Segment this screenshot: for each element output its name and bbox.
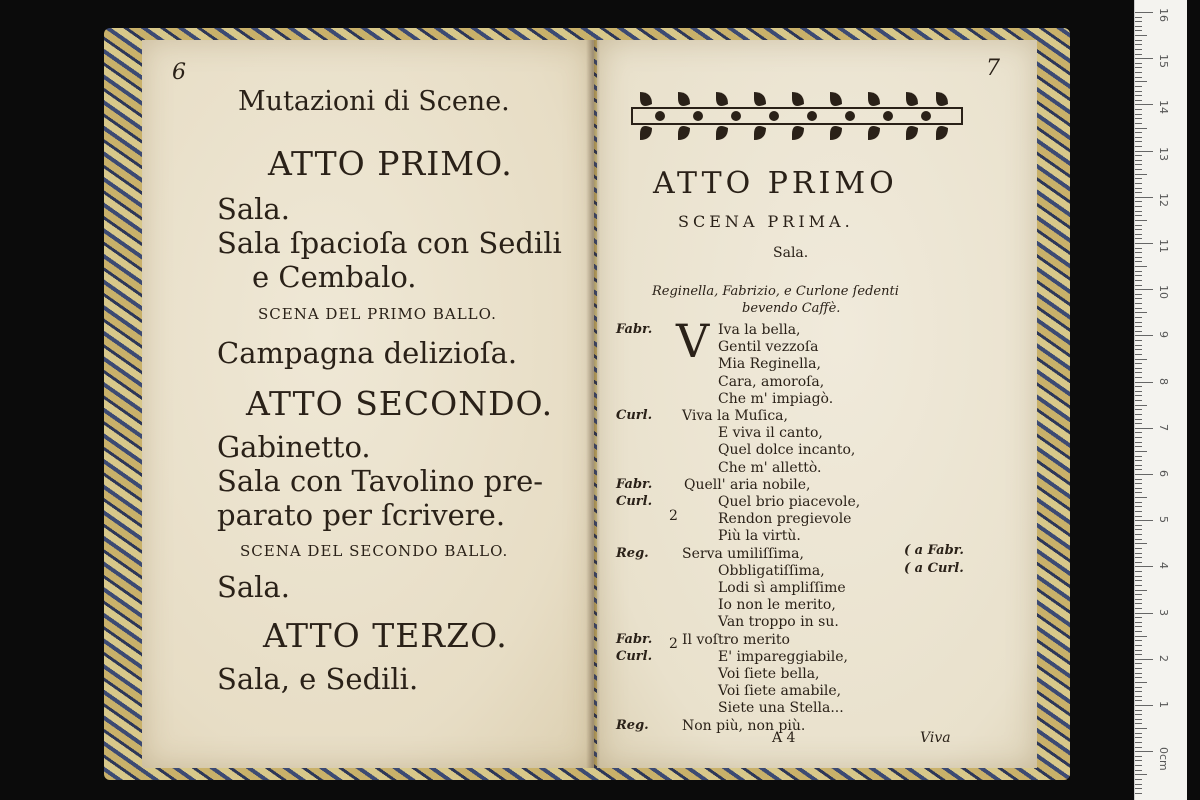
ruler-tick xyxy=(1135,668,1142,669)
speaker-label: Reg. xyxy=(616,717,649,733)
ruler-tick xyxy=(1135,359,1147,360)
ruler-tick xyxy=(1135,756,1142,757)
verse-line: Van troppo in su. xyxy=(718,614,839,631)
ruler-tick xyxy=(1135,174,1147,175)
ruler-tick xyxy=(1135,12,1153,13)
ruler-tick xyxy=(1135,723,1142,724)
ruler-tick xyxy=(1135,164,1142,165)
ruler-tick xyxy=(1135,215,1142,216)
ruler-tick xyxy=(1135,54,1142,55)
verse-line: Serva umiliſſima, xyxy=(682,545,804,562)
ruler-label: 2 xyxy=(1157,654,1170,662)
ruler-tick xyxy=(1135,677,1142,678)
ruler-tick xyxy=(1135,188,1142,189)
speaker-label: Curl. xyxy=(616,408,653,423)
ruler-tick xyxy=(1135,687,1142,688)
catchword: Viva xyxy=(920,730,951,746)
atto-terzo-heading: ATTO TERZO. xyxy=(263,616,508,655)
ruler-tick xyxy=(1135,146,1142,147)
ruler-tick xyxy=(1135,58,1153,59)
ruler-tick xyxy=(1135,428,1153,429)
verse-line: Obbligatiſſima, xyxy=(718,562,825,579)
ruler-tick xyxy=(1135,391,1142,392)
ruler-label: 16 xyxy=(1157,8,1170,22)
scene-setting: Sala. xyxy=(773,245,809,261)
ballo-heading: SCENA DEL SECONDO BALLO. xyxy=(240,542,509,560)
atto-secondo-heading: ATTO SECONDO. xyxy=(246,384,554,423)
ruler-tick xyxy=(1135,386,1142,387)
ruler-tick xyxy=(1135,155,1142,156)
ruler-tick xyxy=(1135,248,1142,249)
verse-line: Che m' impiagò. xyxy=(718,390,834,407)
ruler-tick xyxy=(1135,91,1142,92)
ruler-label: 0cm xyxy=(1157,747,1170,771)
ruler-tick xyxy=(1135,405,1147,406)
verse-line: Cara, amoroſa, xyxy=(718,373,825,390)
ruler-tick xyxy=(1135,779,1142,780)
drop-cap: V xyxy=(676,314,710,368)
ruler-tick xyxy=(1135,225,1142,226)
verse-line: Iva la bella, xyxy=(718,322,801,338)
ruler-tick xyxy=(1135,594,1142,595)
ruler-tick xyxy=(1135,571,1142,572)
ruler-tick xyxy=(1135,617,1142,618)
ruler-tick xyxy=(1135,118,1142,119)
ruler-tick xyxy=(1135,257,1142,258)
ruler-tick xyxy=(1135,456,1142,457)
ruler-tick xyxy=(1135,151,1153,152)
aside-note: ( a Curl. xyxy=(904,561,964,576)
ruler-tick xyxy=(1135,747,1142,748)
ruler-tick xyxy=(1135,520,1153,521)
ruler-tick xyxy=(1135,95,1142,96)
ruler-tick xyxy=(1135,432,1142,433)
ruler-tick xyxy=(1135,322,1142,323)
verse-line: Siete una Stella... xyxy=(718,700,844,717)
ruler-tick xyxy=(1135,331,1142,332)
speaker-label: Curl. xyxy=(616,494,653,509)
ruler-tick xyxy=(1135,317,1142,318)
ruler-tick xyxy=(1135,67,1142,68)
ruler-label: 1 xyxy=(1157,701,1170,708)
verse-line: Rendon pregievole xyxy=(718,511,852,528)
ruler-tick xyxy=(1135,765,1142,766)
scene-item: Sala con Tavolino pre- xyxy=(217,464,544,498)
verse-line: E' impareggiabile, xyxy=(718,648,848,665)
ruler-tick xyxy=(1135,395,1142,396)
ruler-tick xyxy=(1135,220,1147,221)
ruler-label: 12 xyxy=(1157,192,1170,207)
ruler-tick xyxy=(1135,442,1142,443)
ruler-label: 9 xyxy=(1157,331,1170,339)
ruler-tick xyxy=(1135,345,1142,346)
verse-line: Voi ſiete amabile, xyxy=(718,683,842,700)
stage-direction: bevendo Caffè. xyxy=(742,301,841,316)
verse-line: Non più, non più. xyxy=(682,717,806,734)
ruler-tick xyxy=(1135,377,1142,378)
ruler-tick xyxy=(1135,742,1142,743)
ruler-tick xyxy=(1135,160,1142,161)
ruler-label: 13 xyxy=(1157,146,1170,161)
speaker-label: Curl. xyxy=(616,648,653,664)
ruler-label: 10 xyxy=(1157,285,1170,300)
ruler-tick xyxy=(1135,382,1153,383)
ruler-tick xyxy=(1135,63,1142,64)
ruler-tick xyxy=(1135,49,1142,50)
scene-item: e Cembalo. xyxy=(252,260,417,294)
ruler-tick xyxy=(1135,673,1142,674)
verse-line: Gentil vezzoſa xyxy=(718,339,819,356)
scene-item: Campagna delizioſa. xyxy=(217,336,518,370)
ruler-tick xyxy=(1135,109,1142,110)
ruler-tick xyxy=(1135,705,1153,706)
ruler-label: 6 xyxy=(1157,470,1170,477)
ruler-tick xyxy=(1135,17,1142,18)
verse-line: Lodi sì ampliſſime xyxy=(718,580,846,596)
ruler-tick xyxy=(1135,183,1142,184)
verse-line: E viva il canto, xyxy=(718,425,823,442)
ruler-tick xyxy=(1135,137,1142,138)
ruler-tick xyxy=(1135,529,1142,530)
ruler-tick xyxy=(1135,539,1142,540)
ruler-label: 15 xyxy=(1157,54,1170,69)
aside-note: ( a Fabr. xyxy=(904,543,964,558)
ruler-tick xyxy=(1135,192,1142,193)
scene-item: Sala. xyxy=(217,570,290,604)
ruler-tick xyxy=(1135,640,1142,641)
verse-line: Quel dolce incanto, xyxy=(718,442,856,459)
ruler-tick xyxy=(1135,289,1153,290)
ruler-label: 4 xyxy=(1157,562,1170,570)
ruler-tick xyxy=(1135,423,1142,424)
ruler-tick xyxy=(1135,700,1142,701)
scene-item: Sala ſpacioſa con Sedili xyxy=(217,226,562,260)
ruler-tick xyxy=(1135,451,1147,452)
ruler-tick xyxy=(1135,123,1142,124)
ruler-tick xyxy=(1135,30,1142,31)
ruler-tick xyxy=(1135,261,1142,262)
ruler-tick xyxy=(1135,132,1142,133)
ruler-tick xyxy=(1135,793,1142,794)
ruler-tick xyxy=(1135,298,1142,299)
ruler-tick xyxy=(1135,285,1142,286)
ruler-tick xyxy=(1135,326,1142,327)
speaker-label: Fabr. xyxy=(616,322,653,337)
ruler-tick xyxy=(1135,44,1142,45)
ruler-tick xyxy=(1135,234,1142,235)
verse-line: Che m' allettò. xyxy=(718,459,822,476)
ruler-tick xyxy=(1135,141,1142,142)
ruler-tick xyxy=(1135,626,1142,627)
ruler-tick xyxy=(1135,506,1142,507)
speaker-label: Reg. xyxy=(616,545,649,561)
ruler-tick xyxy=(1135,622,1142,623)
ruler-tick xyxy=(1135,774,1147,775)
ruler-tick xyxy=(1135,525,1142,526)
ruler-tick xyxy=(1135,590,1147,591)
ruler-tick xyxy=(1135,128,1147,129)
ruler-tick xyxy=(1135,211,1142,212)
ruler-tick xyxy=(1135,576,1142,577)
ornament-band xyxy=(630,86,964,146)
ruler-tick xyxy=(1135,349,1142,350)
ruler-label: 11 xyxy=(1157,239,1170,253)
ruler-tick xyxy=(1135,312,1147,313)
ruler-tick xyxy=(1135,728,1147,729)
ruler-tick xyxy=(1135,585,1142,586)
page-number-left: 6 xyxy=(172,60,186,85)
ruler-tick xyxy=(1135,737,1142,738)
ruler-tick xyxy=(1135,21,1142,22)
verse-line: Più la virtù. xyxy=(718,528,801,545)
ruler-tick xyxy=(1135,40,1142,41)
ruler-tick xyxy=(1135,631,1142,632)
ruler-tick xyxy=(1135,372,1142,373)
ruler-tick xyxy=(1135,201,1142,202)
ruler-label: 14 xyxy=(1157,100,1170,115)
ruler-tick xyxy=(1135,784,1142,785)
ruler-tick xyxy=(1135,229,1142,230)
verse-line: Viva la Muſica, xyxy=(682,408,788,424)
ruler-tick xyxy=(1135,659,1153,660)
scene-item: Gabinetto. xyxy=(217,430,371,464)
ruler-tick xyxy=(1135,77,1142,78)
signature-mark: A 4 xyxy=(772,730,796,746)
ruler-tick xyxy=(1135,437,1142,438)
book-gutter xyxy=(586,40,600,768)
ruler-tick xyxy=(1135,414,1142,415)
ruler-tick xyxy=(1135,654,1142,655)
ruler-tick xyxy=(1135,733,1142,734)
scene-item: parato per ſcrivere. xyxy=(217,498,506,532)
ruler-tick xyxy=(1135,760,1142,761)
ruler-tick xyxy=(1135,409,1142,410)
brace-marker: 2 xyxy=(669,636,678,652)
ruler-tick xyxy=(1135,613,1153,614)
ruler-tick xyxy=(1135,557,1142,558)
ruler-tick xyxy=(1135,608,1142,609)
verse-line: Io non le merito, xyxy=(718,597,836,614)
ruler-tick xyxy=(1135,492,1142,493)
ruler-tick xyxy=(1135,566,1153,567)
ruler-tick xyxy=(1135,252,1142,253)
stage-direction: Reginella, Fabrizio, e Curlone ſedenti xyxy=(652,284,899,299)
ruler-tick xyxy=(1135,275,1142,276)
ruler-tick xyxy=(1135,562,1142,563)
page-number-right: 7 xyxy=(986,56,1000,81)
ruler-tick xyxy=(1135,751,1153,752)
ruler-tick xyxy=(1135,419,1142,420)
ruler-label: 7 xyxy=(1157,423,1170,431)
verse-line: Quell' aria nobile, xyxy=(684,476,811,493)
verse-line: Voi ſiete bella, xyxy=(718,666,820,682)
ruler-tick xyxy=(1135,340,1142,341)
ruler-label: 3 xyxy=(1157,608,1170,616)
ruler-tick xyxy=(1135,691,1142,692)
ruler-label: 5 xyxy=(1157,516,1170,524)
ruler-tick xyxy=(1135,580,1142,581)
ruler-tick xyxy=(1135,788,1142,789)
ruler-tick xyxy=(1135,335,1153,336)
ruler-tick xyxy=(1135,206,1142,207)
ruler-tick xyxy=(1135,104,1153,105)
atto-primo-heading: ATTO PRIMO. xyxy=(268,144,513,183)
act-title: ATTO PRIMO xyxy=(653,166,898,201)
ruler-tick xyxy=(1135,502,1142,503)
ruler-tick xyxy=(1135,400,1142,401)
ruler-tick xyxy=(1135,636,1147,637)
ruler-tick xyxy=(1135,511,1142,512)
ballo-heading: SCENA DEL PRIMO BALLO. xyxy=(258,305,497,323)
speaker-label: Fabr. xyxy=(616,631,653,647)
ruler-tick xyxy=(1135,178,1142,179)
verse-line: Quel brio piacevole, xyxy=(718,494,861,510)
ruler-tick xyxy=(1135,169,1142,170)
ruler-tick xyxy=(1135,650,1142,651)
ruler-tick xyxy=(1135,363,1142,364)
verse-line: Il voſtro merito xyxy=(682,631,790,648)
ruler-tick xyxy=(1135,710,1142,711)
ruler-label: 8 xyxy=(1157,377,1170,385)
ruler-tick xyxy=(1135,100,1142,101)
ruler-tick xyxy=(1135,446,1142,447)
brace-marker: 2 xyxy=(669,508,678,524)
scene-item: Sala, e Sedili. xyxy=(217,662,419,696)
ruler-tick xyxy=(1135,682,1147,683)
ruler-tick xyxy=(1135,460,1142,461)
ruler-tick xyxy=(1135,469,1142,470)
ruler-tick xyxy=(1135,243,1153,244)
scene-item: Sala. xyxy=(217,192,290,226)
ruler-tick xyxy=(1135,483,1142,484)
ruler-tick xyxy=(1135,599,1142,600)
ruler-tick xyxy=(1135,271,1142,272)
ruler-tick xyxy=(1135,114,1142,115)
ruler-tick xyxy=(1135,238,1142,239)
ruler-tick xyxy=(1135,696,1142,697)
speaker-label: Fabr. xyxy=(616,476,653,492)
ruler-tick xyxy=(1135,35,1147,36)
ruler-tick xyxy=(1135,280,1142,281)
ruler-tick xyxy=(1135,474,1153,475)
ruler-tick xyxy=(1135,553,1142,554)
verse-line: Mia Reginella, xyxy=(718,356,821,373)
ruler-tick xyxy=(1135,368,1142,369)
scene-title: SCENA PRIMA. xyxy=(678,212,854,231)
ruler-tick xyxy=(1135,197,1153,198)
ruler-tick xyxy=(1135,663,1142,664)
ruler-tick xyxy=(1135,543,1147,544)
ruler-tick xyxy=(1135,86,1142,87)
ruler-tick xyxy=(1135,497,1147,498)
ruler-tick xyxy=(1135,479,1142,480)
ruler-tick xyxy=(1135,308,1142,309)
ruler-tick xyxy=(1135,516,1142,517)
ruler-tick xyxy=(1135,465,1142,466)
ruler-tick xyxy=(1135,354,1142,355)
ruler-tick xyxy=(1135,534,1142,535)
ruler-tick xyxy=(1135,603,1142,604)
ruler-tick xyxy=(1135,548,1142,549)
ruler-tick xyxy=(1135,770,1142,771)
ruler-tick xyxy=(1135,488,1142,489)
ruler-tick xyxy=(1135,72,1142,73)
ruler-tick xyxy=(1135,266,1147,267)
ruler-tick xyxy=(1135,303,1142,304)
ruler-tick xyxy=(1135,81,1147,82)
ruler-tick xyxy=(1135,26,1142,27)
left-page-heading: Mutazioni di Scene. xyxy=(238,86,510,117)
ruler-tick xyxy=(1135,719,1142,720)
ruler-tick xyxy=(1135,714,1142,715)
ruler-tick xyxy=(1135,645,1142,646)
ruler-tick xyxy=(1135,294,1142,295)
